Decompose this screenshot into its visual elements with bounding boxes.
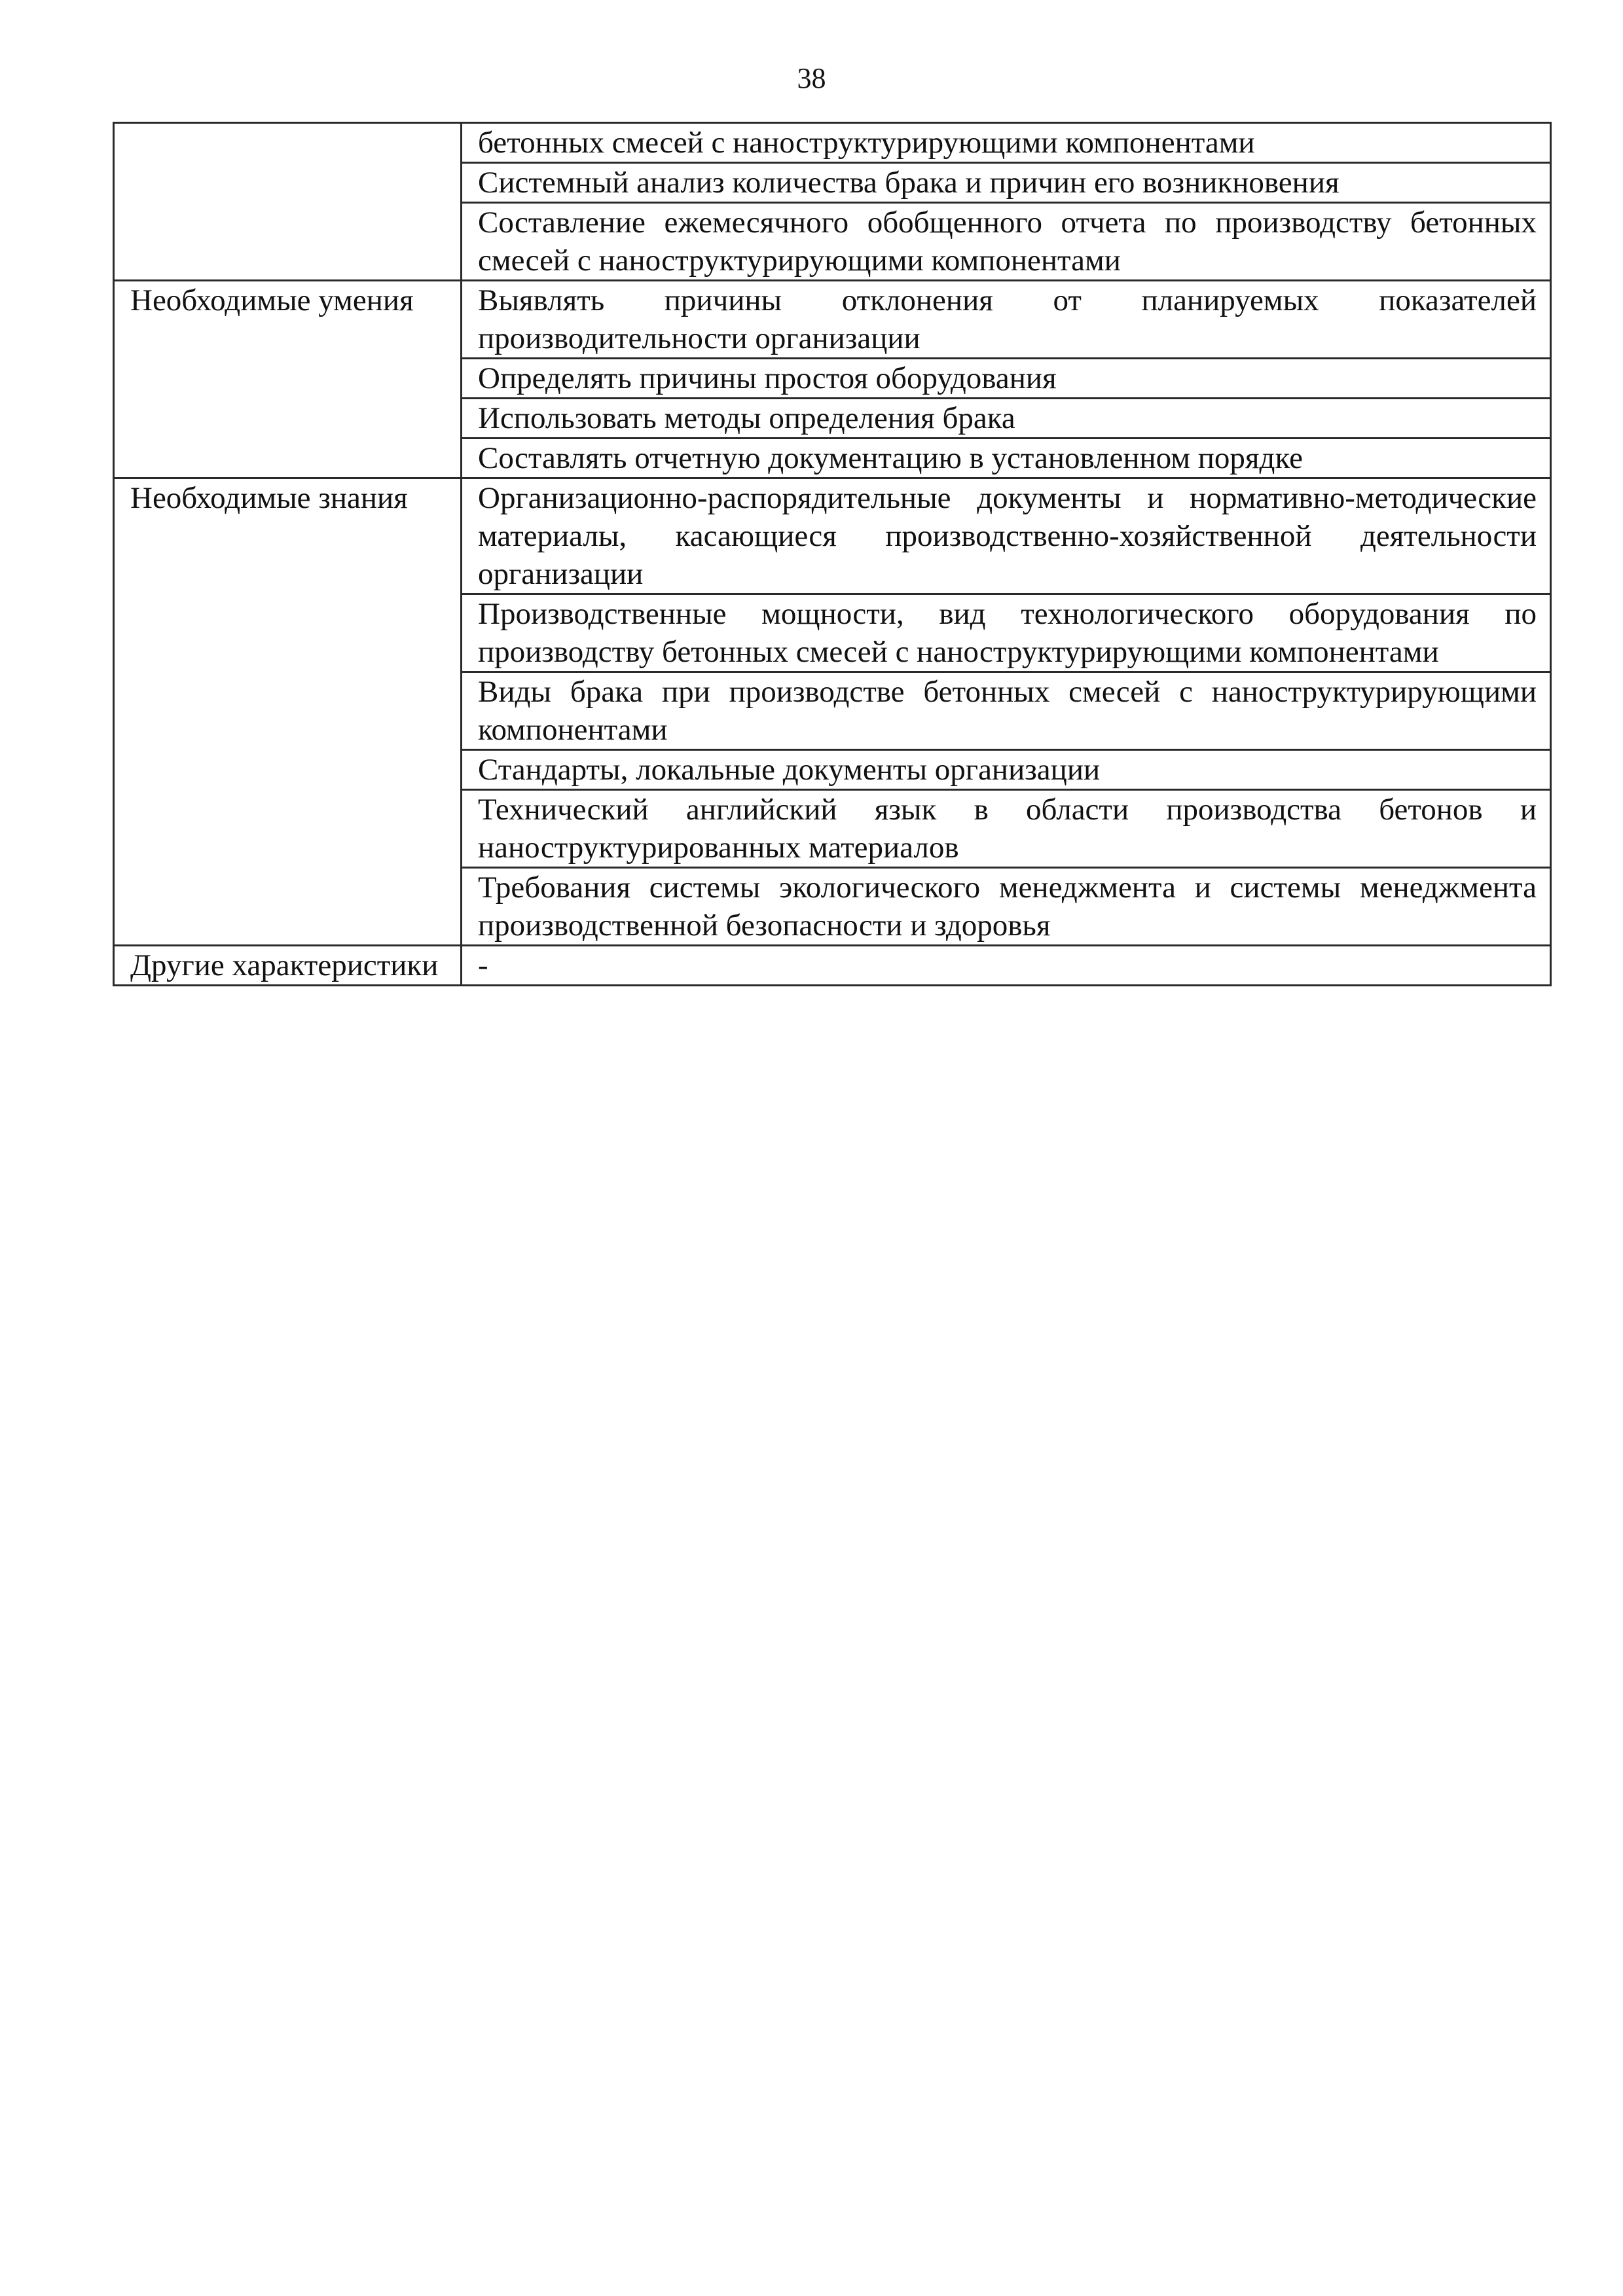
table-row [114, 946, 1551, 986]
table-row [114, 281, 1551, 359]
table-row [114, 478, 1551, 594]
empty-label-cell [114, 123, 462, 281]
page-number: 38 [797, 62, 826, 94]
table-row [114, 123, 1551, 163]
table-cell: Определять причины простоя оборудования [462, 359, 1551, 399]
table-cell: бетонных смесей с наноструктурирующими компонентами [462, 123, 1551, 163]
table-cell: Производственные мощности, вид технологического оборудования по производству бетонных смесей с наноструктурирующими компонентами [462, 594, 1551, 672]
knowledge-label: Необходимые знания [114, 478, 462, 946]
table-cell: Требования системы экологического менеджмента и системы менеджмента производственной безопасности и здоровья [462, 868, 1551, 946]
other-label: Другие характеристики [114, 946, 462, 986]
table-cell: Организационно-распорядительные документы и нормативно-методические материалы, касающиеся производственно-хозяйственной деятельности организации [462, 478, 1551, 594]
table-cell: Системный анализ количества брака и причин его возникновения [462, 163, 1551, 203]
table-cell: Виды брака при производстве бетонных смесей с наноструктурирующими компонентами [462, 672, 1551, 750]
table-cell: Составление ежемесячного обобщенного отчета по производству бетонных смесей с наноструктурирующими компонентами [462, 203, 1551, 281]
skills-label: Необходимые умения [114, 281, 462, 478]
table-cell: Выявлять причины отклонения от планируемых показателей производительности организации [462, 281, 1551, 359]
table-cell: Использовать методы определения брака [462, 399, 1551, 439]
table-cell: Технический английский язык в области производства бетонов и наноструктурированных материалов [462, 790, 1551, 868]
table-cell: Стандарты, локальные документы организации [462, 750, 1551, 790]
competency-table [113, 122, 1552, 986]
table-cell: Составлять отчетную документацию в установленном порядке [462, 439, 1551, 478]
table-cell: - [462, 946, 1551, 986]
